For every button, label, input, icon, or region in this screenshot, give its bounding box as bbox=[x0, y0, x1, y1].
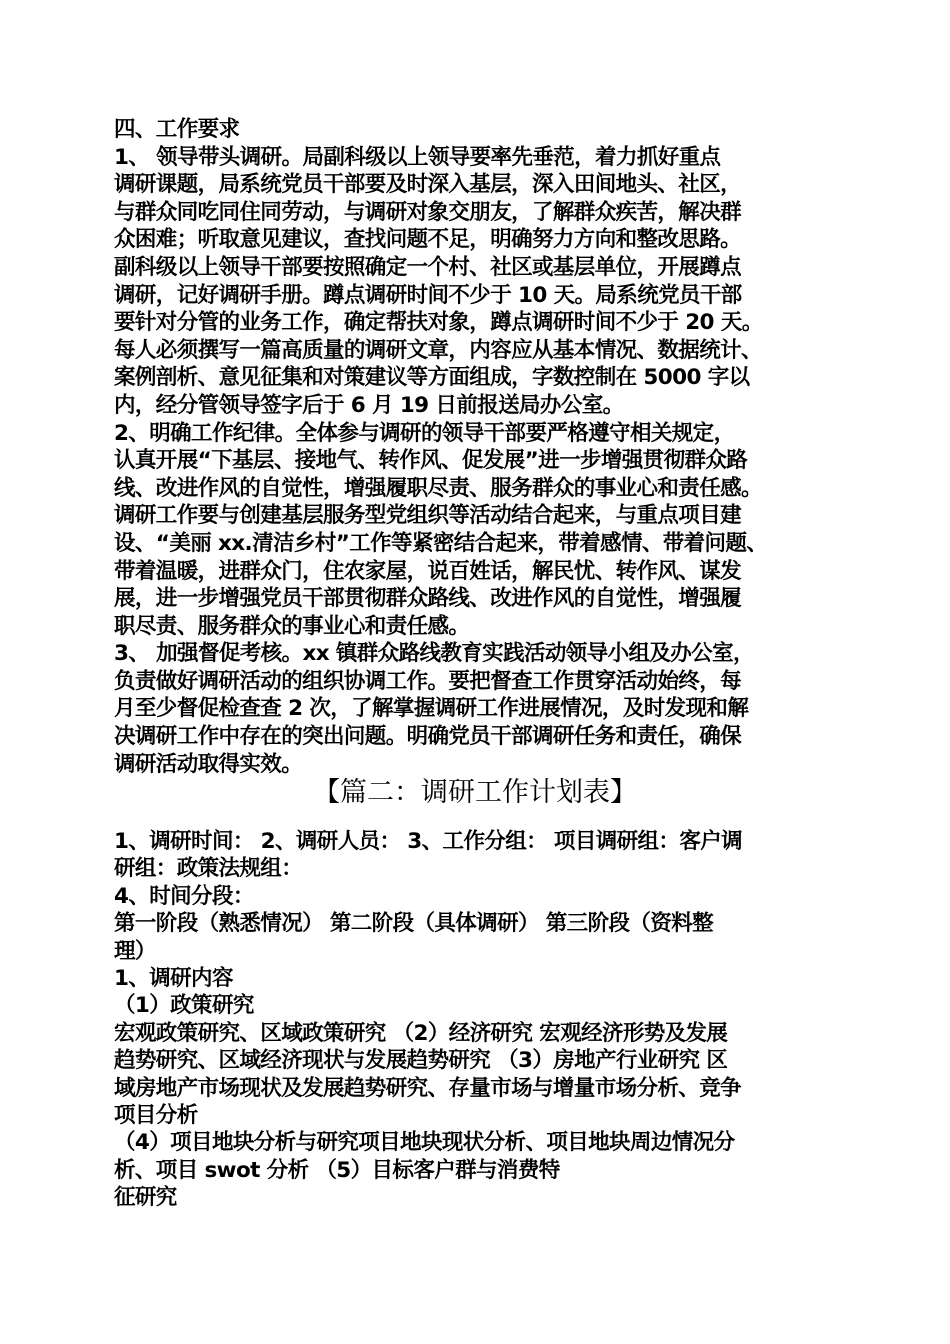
text-line: 要针对分管的业务工作，确定帮扶对象，蹲点调研时间不少于 20 天。 bbox=[114, 310, 763, 336]
text-line: 理） bbox=[114, 938, 156, 964]
text-line: 调研活动取得实效。 bbox=[114, 751, 303, 777]
text-line: 1、调研时间： 2、调研人员： 3、工作分组： 项目调研组：客户调 bbox=[114, 829, 743, 854]
text-line: 负责做好调研活动的组织协调工作。要把督查工作贯穿活动始终，每 bbox=[114, 668, 742, 694]
text-line: 展，进一步增强党员干部贯彻群众路线、改进作风的自觉性，增强履 bbox=[114, 586, 742, 612]
text-line: 趋势研究、区域经济现状与发展趋势研究 （3）房地产行业研究 区 bbox=[114, 1048, 728, 1074]
text-line: 项目分析 bbox=[114, 1103, 198, 1129]
text-line: 2、明确工作纪律。全体参与调研的领导干部要严格遵守相关规定， bbox=[114, 420, 735, 446]
text-line: 研组：政策法规组： bbox=[114, 856, 303, 882]
text-line: 职尽责、服务群众的事业心和责任感。 bbox=[114, 613, 470, 639]
text-line: 线、改进作风的自觉性，增强履职尽责、服务群众的事业心和责任感。 bbox=[114, 475, 762, 501]
text-line: 每人必须撰写一篇高质量的调研文章，内容应从基本情况、数据统计、 bbox=[114, 337, 762, 363]
chapter-title: 【篇二：调研工作计划表】 bbox=[313, 777, 637, 808]
text-line: 4、时间分段： bbox=[114, 883, 254, 909]
text-line: 第一阶段（熟悉情况） 第二阶段（具体调研） 第三阶段（资料整 bbox=[114, 911, 713, 937]
text-line: 认真开展“下基层、接地气、转作风、促发展”进一步增强贯彻群众路 bbox=[114, 448, 748, 474]
text-line: 副科级以上领导干部要按照确定一个村、社区或基层单位，开展蹲点 bbox=[114, 254, 742, 280]
text-line: （1）政策研究 bbox=[114, 993, 254, 1019]
text-line: （4）项目地块分析与研究项目地块现状分析、项目地块周边情况分 bbox=[114, 1130, 735, 1156]
section-heading: 四、工作要求 bbox=[114, 117, 240, 142]
text-line: 析、项目 swot 分析 （5）目标客户群与消费特 bbox=[114, 1157, 560, 1183]
text-line: 1、调研内容 bbox=[114, 966, 233, 992]
text-line: 调研工作要与创建基层服务型党组织等活动结合起来，与重点项目建 bbox=[114, 503, 742, 529]
section-research-plan bbox=[114, 828, 854, 1212]
text-line: 带着温暖，进群众门，住农家屋，说百姓话，解民忧、转作风、谋发 bbox=[114, 558, 742, 584]
text-line: 设、“美丽 xx.清洁乡村”工作等紧密结合起来，带着感情、带着问题、 bbox=[114, 530, 768, 556]
text-line: 月至少督促检查查 2 次，了解掌握调研工作进展情况，及时发现和解 bbox=[114, 696, 749, 722]
text-line: 与群众同吃同住同劳动，与调研对象交朋友，了解群众疾苦，解决群 bbox=[114, 199, 742, 225]
text-line: 调研，记好调研手册。蹲点调研时间不少于 10 天。局系统党员干部 bbox=[114, 282, 742, 308]
text-line: 众困难；听取意见建议，查找问题不足，明确努力方向和整改思路。 bbox=[114, 227, 742, 253]
text-line: 征研究 bbox=[114, 1185, 177, 1211]
section-work-requirements bbox=[114, 116, 854, 778]
text-line: 案例剖析、意见征集和对策建议等方面组成，字数控制在 5000 字以 bbox=[114, 365, 750, 391]
text-line: 调研课题，局系统党员干部要及时深入基层，深入田间地头、社区， bbox=[114, 172, 742, 198]
text-line: 3、 加强督促考核。xx 镇群众路线教育实践活动领导小组及办公室， bbox=[114, 641, 754, 667]
text-line: 决调研工作中存在的突出问题。明确党员干部调研任务和责任，确保 bbox=[114, 724, 742, 750]
text-line: 宏观政策研究、区域政策研究 （2）经济研究 宏观经济形势及发展 bbox=[114, 1020, 728, 1046]
text-line: 内，经分管领导签字后于 6 月 19 日前报送局办公室。 bbox=[114, 392, 624, 418]
text-line: 域房地产市场现状及发展趋势研究、存量市场与增量市场分析、竞争 bbox=[114, 1075, 742, 1101]
text-line: 1、 领导带头调研。局副科级以上领导要率先垂范，着力抓好重点 bbox=[114, 144, 721, 170]
